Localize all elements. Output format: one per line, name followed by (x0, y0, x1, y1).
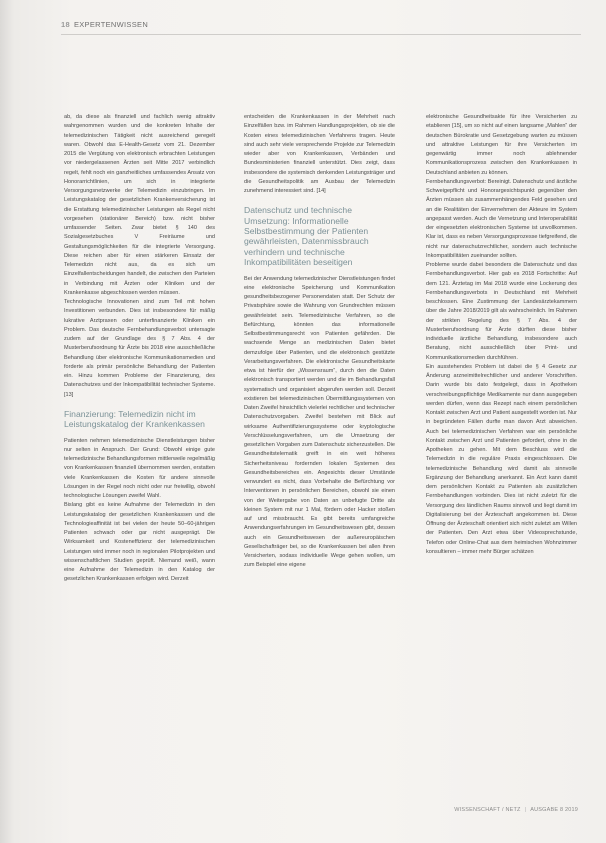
footer-separator: | (524, 807, 527, 813)
header-rule (61, 34, 581, 35)
paragraph: Ein ausstehendes Problem ist dabei die § 4 Gesetz zur Änderung arzneimittelrechtlicher und anderer Vorschriften. Darin wurde bis dato festgelegt, dass in Apotheken verschreibungspflichtige Medikamente nur dann ausgegeben werden dürfen, wenn das Rezept nach einem persönlichen Kontakt zwischen Arzt und Patient ausgestellt worden ist. Nur in begründeten Fällen durfte man davon Arzt abweichen. Auch bei telemedizinischen Verfahren war ein persönliche Kontakt zwischen Arzt und Patienten gefordert, ohne in die Apotheken zu gehen. Mit dem Beschluss wird die Telemedizin in die reguläre Praxis eingeschlossen. Die telemedizinische Behandlung wird damit als sinnvolle Ergänzung der Behandlung anerkannt. Ein Arzt kann damit dem persönlichen Kontakt zu Patienten als zusätzlichen Fernbehandlungen vorbinden. Dies ist nicht zuletzt für die Versorgung des ländlichen Raums sinnvoll und liegt damit im Digitalisierung bei der Ärzteschaft angekommen ist. Diese Öffnung der Ärzteschaft orientiert sich nicht zuletzt am Willen der Patienten. Den Arzt etwa über Videosprechstunde, Telefon oder Online-Chat aus dem heimischen Wohnzimmer konsultieren – immer mehr Bürger schätzen (426, 363, 577, 555)
paragraph: Technologische Innovationen sind zum Teil mit hohen Investitionen verbunden. Dies ist insbesondere für mäßig lukrative Arztpraxen oder unterfinanzierte Kliniken ein Problem. Das deutsche Fernbehandlungsverbot untersagte zudem auf der Grundlage des § 7 Abs. 4 der Musterberufsordnung für Ärzte bis 2018 eine ausschließliche Behandlung über elektronische Kommunikationsmedien und forderte als primär persönliche Behandlung der Patienten ein. Hinzu kommen Probleme der Finanzierung, des Datenschutzes und der Inkompatibilität technischer Systeme. [13] (64, 299, 215, 398)
page-number: 18 (61, 20, 70, 29)
paragraph: Fernbehandlungsverbot: Bereinigt. Datenschutz und ärztliche Schweigepflicht und Honorargesichtspunkt gegenüber den Ärzten müssen als zusammenhängendes Feld gesehen und an die Realitäten der Einvernehmen der Akteure im System angepasst werden. Auch die Vernetzung und Interoperabilität der eingesetzten elektronischen Systeme ist unvollkommen. Klar ist, dass es neben Versorgungsprozesse tiefgreifend, die nicht nur datenschutzrechtlicher, sondern auch technische Inkompatibilitäten zueinander sollten. (426, 178, 577, 259)
paragraph: Patienten nehmen telemedizinische Dienstleistungen bisher nur selten in Anspruch. Der Grund: Obwohl einige gute telemedizinische Behandlungsformen mittlerweile regelmäßig von Krankenkassen finanziell übernommen werden, erstatten viele Krankenkassen die Kosten für andere sinnvolle Lösungen in der Regel noch nicht oder nur freiwillig, obwohl technologische Lösungen zweifel Wahl. (64, 437, 215, 500)
issue-label: AUSGABE 8 2019 (530, 807, 578, 813)
paragraph: ab, da diese als finanziell und fachlich wenig attraktiv wahrgenommen wurden und die konkreten Inhalte der telemedizinischen Tätigkeit nicht ausreichend geregelt waren. Obwohl das E-Health-Gesetz vom 21. Dezember 2015 die Vergütung von elektronisch erbrachten Leistungen vor niedergelassenen Ärzten seit Mitte 2017 verbindlich regelt, fehlt noch ein ganzheitliches umfassendes Ansatz von Honorarrichtlinien, um sich in integrierte Versorgungsnetzwerke der Telemedizin einzubringen. Im Leistungskatalog der gesetzlichen Krankenversicherung ist die Erstattung telemedizinischer Leistungen als Regel nicht vorgesehen (stationärer Bereich) bzw. nicht bisher umfassender Seiten. Zwar bietet § 140 des Sozialgesetzbuches V Freiräume und Gestaltungsmöglichkeiten für die integrierte Versorgung. Diese reichen aber für einen stärkeren Einsatz der Telemedizin nicht aus, da es sich um Einzelfallentscheidungen handelt, die zwischen den Parteien in Verbindung mit Ärzten oder Kliniken und der Krankenkasse abgeschlossen werden müssen. (64, 114, 215, 296)
publication-name: WISSENSCHAFT / NETZ (454, 807, 521, 813)
paragraph: Bei der Anwendung telemedizinischer Dienstleistungen findet eine elektronische Speicherung und Kommunikation gesundheitsbezogener Personendaten statt. Der Schutz der Privatsphäre sowie die Wahrung von Grundrechten müssen gewährleistet sein. Telemedizinische Verfahren, so die Befürchtung, könnten das informationelle Selbstbestimmungsrecht von Patienten gefährden. Die wachsende Menge an medizinischen Daten bietet demzufolge über Patienten, und die elektronisch gestützte Verarbeitungsverfahren. Die elektronische Gesundheitskarte etwa ist hierfür der „Wissensraum“, durch den die Daten elektronisch transportiert werden und die im Behandlungsfall systematisch und organisiert abgerufen werden soll. Derzeit existieren bei telemedizinischen Übermittlungssystemen von Daten Zweifel hinsichtlich vielerlei rechtlicher und technischer Datenschutzvorgaben. Zweifel bestehen mit Blick auf wirksame Authentifizierungssysteme oder kryptologische Verschlüsselungsverfahren, um die Umsetzung der gesetzlichen Vorgaben zum Datenschutz sicherzustellen. Die Gesundheitstelematik greift in ein weit höheres Sicherheitsniveau fordernden lokalen Systemen des Gesundheitsbereiches ein. Angesichts dieser Umstände verwundert es nicht, dass Vorbehalte die Befürchtung vor Interventionen in persönlichen Bereichen, obwohl sie einen von der Weitergabe von Daten an unbefugte Dritte als kleinen System mit nur 1 Mal, fördern oder Hacker stoßen auf und missbraucht. Es gibt bereits umfangreiche Anwendungserfahrungen im Gesundheitswesen gibt, dessen auch ein Gesundheitswesen der außereuropäischen Gesellschafträger bei, so die Krankenkassen bei allen ihren Versicherten, sodass individuelle Wege gehen wollen, um zum Beispiel eine eigene (244, 275, 395, 569)
text-column-1 (64, 113, 215, 585)
section-title: EXPERTENWISSEN (73, 20, 149, 29)
paragraph: entscheiden die Krankenkassen in der Mehrheit nach Einzelfällen bzw. im Rahmen Handlungsprojekten, ob sie die Kosten eines telemedizinischen Verfahrens tragen. Heute sind auch sehr viele versprechende Projekte zur Telemedizin wieder aber von Krankenkassen, Verbänden und Bundesministerien finanziell unterstützt. Dies zeigt, dass insbesondere die systemisch denkenden Leistungsträger und die Gesundheitspolitik am Ausbau der Telemedizin zunehmend interessiert sind. [14] (244, 114, 395, 194)
page-edge-shadow (0, 0, 14, 843)
paragraph: Probleme wurde dabei besonders die Datenschutz und das Fernbehandlungsverbot. Hier gab es 2018 Fortschritte: Auf dem 121. Ärztetag im Mai 2018 wurde eine Lockerung des Fernbehandlungsverbots in Deutschland mit Mehrheit beschlossen. Eine Zustimmung der Landesärztekammern über die Jahre 2018/2019 gilt als wahrscheinlich. Im Rahmen der strikten Regelung des § 7 Abs. 4 der Musterberufsordnung für Ärzte dürften diese bisher individuelle ärztliche Behandlung, insbesondere auch Beratung, nicht ausschließlich über Print- und Kommunikationsmedien durchführen. (426, 262, 577, 361)
section-heading: Finanzierung: Telemedizin nicht im Leistungskatalog der Krankenkassen (64, 408, 205, 430)
paragraph: elektronische Gesundheitsakte für ihre Versicherten zu etablieren [15], um so nicht auf einen langsame „Mahlen“ der deutschen Bürokratie und Gesetzgebung warten zu müssen und attraktive Leistungen für ihre Versicherten im gegenwärtig immer noch ablehnender Kommunikationsprozess zwischen den Krankenkassen in Deutschland anbieten zu können. (426, 114, 577, 176)
text-column-3 (426, 113, 577, 557)
page-footer (454, 807, 578, 813)
section-heading: Datenschutz und technische Umsetzung: Informationelle Selbstbestimmung der Patienten gewährleisten, Datenmissbrauch verhindern und technische Inkompatibilitäten beseitigen (244, 205, 369, 268)
running-head (61, 20, 148, 29)
text-column-2 (244, 113, 395, 571)
paragraph: Bislang gibt es keine Aufnahme der Telemedizin in den Leistungskatalog der gesetzlichen Krankenkassen und die Technologieaffinität ist bei vielen der heute 50–60-jährigen Patienten schwach oder gar nicht ausgeprägt. Die Wirksamkeit und Kosteneffizienz der telemedizinischen Leistungen wird immer noch in regionalen Pilotprojekten und wissenschaftlichen Studien geprüft. Niemand weiß, wann eine Aufnahme der Telemedizin in den Katalog der gesetzlichen Krankenkassen erfolgen wird. Derzeit (64, 502, 215, 583)
